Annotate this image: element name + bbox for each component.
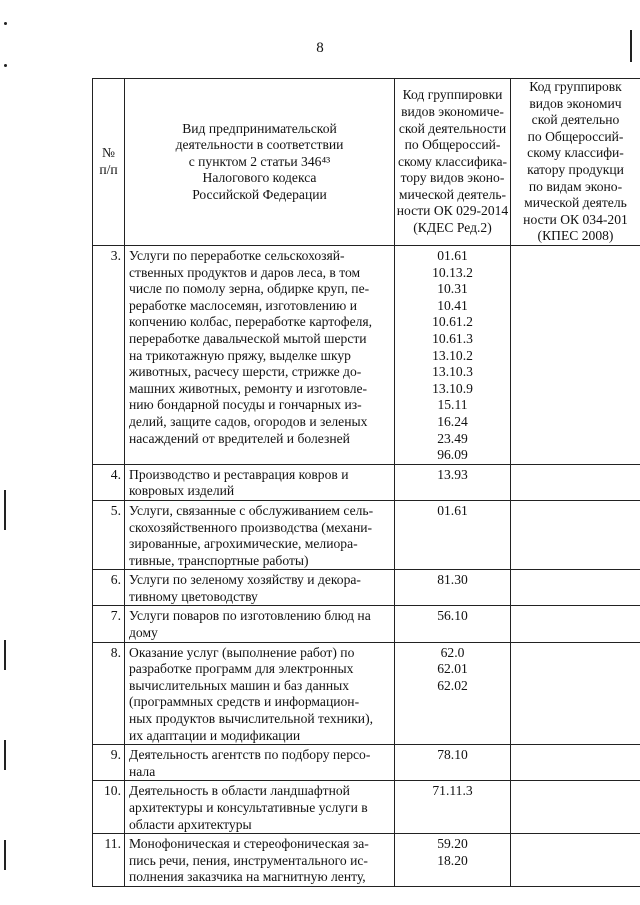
row-number: 4. (93, 464, 125, 500)
okved-code: 15.11 (437, 397, 468, 413)
table-row (93, 464, 640, 500)
okved-code: 96.09 (437, 447, 468, 463)
table-row (93, 246, 640, 465)
header-okpd: Код группировк видов экономич ской деятельно по Общероссий- скому классифи- катору продукци по видам эконо- мической деятель ности ОК 034-201 (КПЕС 2008) (511, 79, 640, 246)
okved-code: 23.49 (437, 430, 468, 446)
okved-codes (395, 834, 511, 887)
row-number: 9. (93, 745, 125, 781)
okved-codes (395, 606, 511, 642)
scan-mark (4, 640, 6, 670)
page-number: 8 (316, 40, 324, 56)
row-number: 6. (93, 570, 125, 606)
okved-code: 56.10 (437, 608, 468, 624)
activity-description: Оказание услуг (выполнение работ) по разработке программ для электронных вычислительных машин и баз данных (программных средств и информацион- ных продуктов вычислительной техники), их адаптации и модификации (125, 642, 395, 745)
scan-mark (4, 64, 7, 67)
okved-code: 13.10.9 (432, 380, 473, 396)
okved-code: 62.0 (440, 644, 465, 660)
table-row (93, 570, 640, 606)
okved-codes (395, 246, 511, 465)
header-num: № п/п (93, 79, 125, 246)
scan-mark (630, 30, 632, 62)
row-number: 8. (93, 642, 125, 745)
table-row (93, 834, 640, 887)
header-okved: Код группировки видов экономиче- ской деятельности по Общероссий- скому классифика- тору видов эконо- мической деятель- ности ОК 029-2014 (КДЕС Ред.2) (395, 79, 511, 246)
okved-code: 10.61.3 (432, 330, 473, 346)
okpd-codes (511, 781, 640, 834)
okpd-codes (511, 834, 640, 887)
scan-mark (4, 490, 6, 530)
okved-code: 62.02 (437, 677, 468, 693)
okpd-codes (511, 642, 640, 745)
row-number: 5. (93, 500, 125, 569)
activity-description: Деятельность в области ландшафтной архитектуры и консультативные услуги в области архитектуры (125, 781, 395, 834)
okved-codes (395, 745, 511, 781)
okved-code: 81.30 (437, 572, 468, 588)
okved-code: 10.13.2 (432, 264, 473, 280)
okved-code: 78.10 (437, 747, 468, 763)
activity-description: Услуги по переработке сельскохозяй- ственных продуктов и даров леса, в том числе по помолу зерна, обдирке круп, пе- реработке маслосемян, изготовлению и копчению колбас, переработке картофеля, переработке давальческой мытой шерсти на трикотажную пряжу, выделке шкур животных, расчесу шерсти, стрижке до- машних животных, ремонту и изготовле- нию бондарной посуды и гончарных из- делий, защите садов, огородов и зеленых насаждений от вредителей и болезней (125, 246, 395, 465)
table-row (93, 606, 640, 642)
header-activity: Вид предпринимательской деятельности в соответствии с пунктом 2 статьи 346⁴³ Налогового кодекса Российской Федерации (125, 79, 395, 246)
table-row (93, 781, 640, 834)
activity-description: Услуги поваров по изготовлению блюд на дому (125, 606, 395, 642)
okved-code: 10.31 (437, 281, 468, 297)
okpd-codes (511, 606, 640, 642)
table-body (93, 246, 640, 887)
okved-code: 10.41 (437, 297, 468, 313)
table-row (93, 745, 640, 781)
okpd-codes (511, 745, 640, 781)
activity-description: Монофоническая и стереофоническая за- пись речи, пения, инструментального ис- полнения заказчика на магнитную ленту, (125, 834, 395, 887)
okved-code: 62.01 (437, 661, 468, 677)
activity-description: Производство и реставрация ковров и ковровых изделий (125, 464, 395, 500)
okved-code: 71.11.3 (432, 783, 473, 799)
activity-description: Услуги, связанные с обслуживанием сель- скохозяйственного производства (механи- зированные, агрохимические, мелиора- тивные, транспортные работы) (125, 500, 395, 569)
table-header-row (93, 79, 640, 246)
row-number: 10. (93, 781, 125, 834)
row-number: 11. (93, 834, 125, 887)
okved-codes (395, 464, 511, 500)
okved-code: 13.10.3 (432, 364, 473, 380)
scan-mark (4, 22, 7, 25)
okved-code: 16.24 (437, 413, 468, 429)
table-row (93, 500, 640, 569)
okpd-codes (511, 464, 640, 500)
okved-code: 13.10.2 (432, 347, 473, 363)
okved-code: 59.20 (437, 836, 468, 852)
okved-code: 10.61.2 (432, 314, 473, 330)
okved-codes (395, 500, 511, 569)
okved-codes (395, 642, 511, 745)
table-row (93, 642, 640, 745)
activity-description: Услуги по зеленому хозяйству и декора- тивному цветоводству (125, 570, 395, 606)
okpd-codes (511, 246, 640, 465)
okved-codes (395, 570, 511, 606)
okved-code: 01.61 (437, 502, 468, 518)
okpd-codes (511, 500, 640, 569)
okved-code: 13.93 (437, 466, 468, 482)
okved-code: 18.20 (437, 852, 468, 868)
scan-mark (4, 840, 6, 870)
scan-mark (4, 740, 6, 770)
okpd-codes (511, 570, 640, 606)
row-number: 7. (93, 606, 125, 642)
okved-codes (395, 781, 511, 834)
activity-description: Деятельность агентств по подбору персо- нала (125, 745, 395, 781)
okved-code: 01.61 (437, 248, 468, 263)
activity-table (92, 78, 640, 887)
row-number: 3. (93, 246, 125, 465)
